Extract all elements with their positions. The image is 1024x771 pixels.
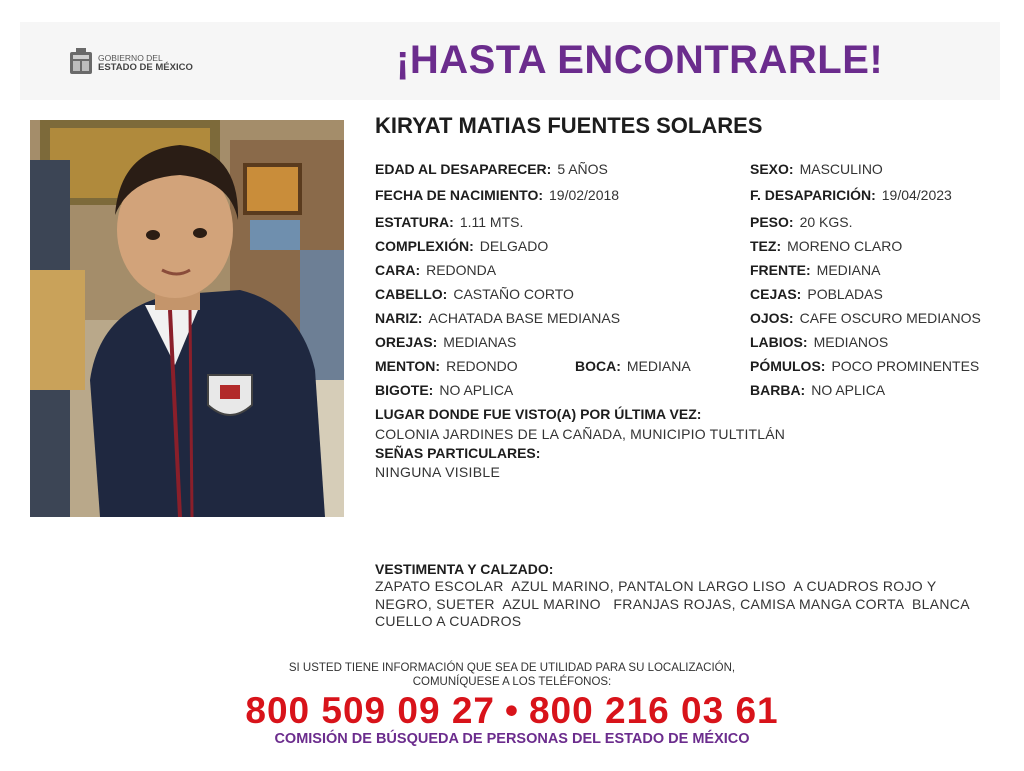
marks-text: NINGUNA VISIBLE: [375, 464, 501, 480]
field-label: LABIOS:: [750, 334, 808, 350]
field-label: CARA:: [375, 262, 421, 278]
field-label: PÓMULOS:: [750, 358, 826, 374]
field-value: MEDIANA: [816, 262, 881, 278]
logo-line-2: ESTADO DE MÉXICO: [98, 62, 193, 73]
field-label: BARBA:: [750, 382, 806, 398]
field-desaparicion: [750, 187, 952, 203]
phone-separator: •: [505, 690, 519, 731]
clothing-title: VESTIMENTA Y CALZADO:: [375, 561, 554, 577]
field-label: CABELLO:: [375, 286, 448, 302]
field-nariz: [375, 310, 620, 326]
field-peso: [750, 214, 853, 230]
field-label: FRENTE:: [750, 262, 811, 278]
field-value: CAFE OSCURO MEDIANOS: [799, 310, 981, 326]
photo-illustration: [30, 120, 344, 517]
marks-title: SEÑAS PARTICULARES:: [375, 445, 541, 461]
headline: ¡HASTA ENCONTRARLE!: [396, 38, 884, 82]
field-nacimiento: [375, 187, 619, 203]
field-estatura: [375, 214, 523, 230]
field-value: MEDIANAS: [443, 334, 517, 350]
field-frente: [750, 262, 880, 278]
field-value: CASTAÑO CORTO: [453, 286, 574, 302]
field-value: REDONDO: [446, 358, 518, 374]
field-labios: [750, 334, 888, 350]
last-seen-text: COLONIA JARDINES DE LA CAÑADA, MUNICIPIO TULTITLÁN: [375, 426, 786, 442]
clothing-line-2: NEGRO, SUETER AZUL MARINO FRANJAS ROJAS, CAMISA MANGA CORTA BLANCA: [375, 596, 970, 612]
contact-note-line-2: COMUNÍQUESE A LOS TELÉFONOS:: [412, 676, 612, 688]
phone-numbers: [0, 690, 1024, 732]
clothing-line-3: CUELLO A CUADROS: [375, 613, 522, 629]
missing-person-photo: [30, 120, 344, 517]
clothing-line-1: ZAPATO ESCOLAR AZUL MARINO, PANTALON LARGO LISO A CUADROS ROJO Y: [375, 578, 937, 594]
field-label: NARIZ:: [375, 310, 423, 326]
field-value: 5 AÑOS: [557, 161, 608, 177]
field-label: MENTON:: [375, 358, 441, 374]
field-label: OJOS:: [750, 310, 794, 326]
field-bigote: [375, 382, 513, 398]
field-value: MEDIANA: [626, 358, 691, 374]
field-value: DELGADO: [479, 238, 549, 254]
field-label: EDAD AL DESAPARECER:: [375, 161, 552, 177]
field-tez: [750, 238, 902, 254]
field-label: F. DESAPARICIÓN:: [750, 187, 876, 203]
field-label: OREJAS:: [375, 334, 438, 350]
field-value: REDONDA: [426, 262, 497, 278]
field-edad: [375, 161, 608, 177]
field-value: 1.11 MTS.: [459, 214, 524, 230]
phone-number-2[interactable]: 800 216 03 61: [528, 690, 779, 731]
field-orejas: [375, 334, 516, 350]
contact-note-line-1: SI USTED TIENE INFORMACIÓN QUE SEA DE UTILIDAD PARA SU LOCALIZACIÓN,: [288, 662, 736, 674]
field-menton: [375, 358, 518, 374]
field-label: TEZ:: [750, 238, 782, 254]
field-value: POCO PROMINENTES: [831, 358, 980, 374]
field-ojos: [750, 310, 981, 326]
field-value: MEDIANOS: [813, 334, 889, 350]
field-value: 20 KGS.: [799, 214, 853, 230]
field-complexion: [375, 238, 548, 254]
field-label: BOCA:: [575, 358, 621, 374]
field-sexo: [750, 161, 883, 177]
field-value: 19/04/2023: [881, 187, 952, 203]
government-logo: [68, 46, 193, 80]
field-value: POBLADAS: [807, 286, 883, 302]
field-label: COMPLEXIÓN:: [375, 238, 474, 254]
field-pomulos: [750, 358, 979, 374]
last-seen-title: LUGAR DONDE FUE VISTO(A) POR ÚLTIMA VEZ:: [375, 406, 702, 422]
logo-line-1: GOBIERNO DEL: [98, 53, 163, 63]
field-cejas: [750, 286, 883, 302]
field-label: SEXO:: [750, 161, 794, 177]
field-value: 19/02/2018: [549, 187, 620, 203]
field-boca: [575, 358, 691, 374]
field-label: PESO:: [750, 214, 794, 230]
coat-of-arms-icon: [68, 48, 94, 78]
field-value: MASCULINO: [799, 161, 883, 177]
field-value: MORENO CLARO: [787, 238, 903, 254]
field-label: FECHA DE NACIMIENTO:: [375, 187, 543, 203]
field-value: ACHATADA BASE MEDIANAS: [428, 310, 621, 326]
field-label: ESTATURA:: [375, 214, 454, 230]
field-barba: [750, 382, 885, 398]
field-cara: [375, 262, 496, 278]
phone-number-1[interactable]: 800 509 09 27: [245, 690, 496, 731]
field-cabello: [375, 286, 574, 302]
field-label: CEJAS:: [750, 286, 802, 302]
person-name: KIRYAT MATIAS FUENTES SOLARES: [375, 113, 763, 138]
commission-name: COMISIÓN DE BÚSQUEDA DE PERSONAS DEL ESTADO DE MÉXICO: [274, 731, 750, 747]
field-value: NO APLICA: [439, 382, 514, 398]
field-label: BIGOTE:: [375, 382, 434, 398]
contact-note: [0, 661, 1024, 689]
field-value: NO APLICA: [811, 382, 886, 398]
